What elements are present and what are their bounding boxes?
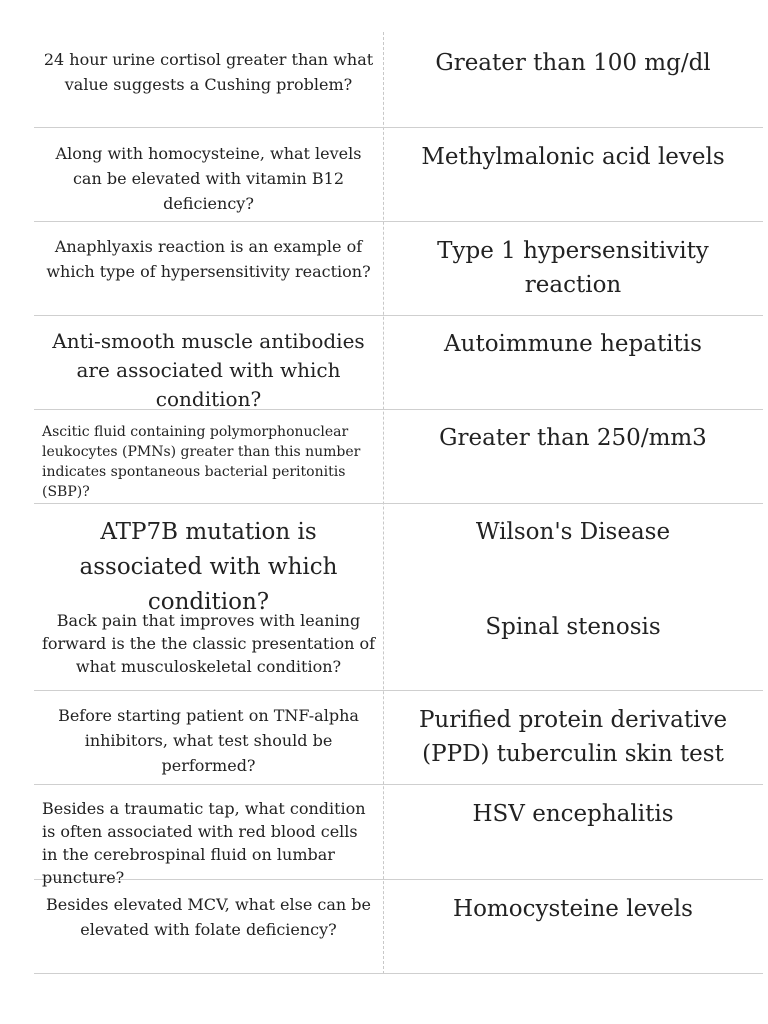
- answer-text: Homocysteine levels: [453, 896, 693, 922]
- question-text: Back pain that improves with leaning forward is the the classic presentation of what musculoskeletal condition?: [41, 611, 376, 676]
- question-text: Along with homocysteine, what levels can be elevated with vitamin B12 deficiency?: [55, 144, 362, 213]
- question-text: Anti-smooth muscle antibodies are associated with which condition?: [52, 329, 365, 411]
- flashcard-row: [34, 880, 763, 974]
- flashcard-row: [34, 410, 763, 504]
- answer-text: Type 1 hypersensitivity reaction: [437, 238, 709, 298]
- answer-text: Greater than 100 mg/dl: [435, 50, 711, 76]
- flashcard-row: [34, 598, 763, 691]
- answer-text: Purified protein derivative (PPD) tuberculin skin test: [418, 707, 728, 767]
- flashcard-row: [34, 128, 763, 222]
- question-text: ATP7B mutation is associated with which condition?: [79, 519, 338, 615]
- flashcard-row: [34, 504, 763, 615]
- question-text: Besides a traumatic tap, what condition is often associated with red blood cells in the cerebrospinal fluid on lumbar puncture?: [42, 799, 366, 887]
- flashcard-row: [34, 32, 763, 128]
- question-text: Before starting patient on TNF-alpha inhibitors, what test should be performed?: [58, 706, 359, 775]
- answer-text: Greater than 250/mm3: [439, 425, 707, 451]
- question-text: 24 hour urine cortisol greater than what value suggests a Cushing problem?: [43, 50, 374, 94]
- flashcard-row: [34, 691, 763, 785]
- answer-text: Autoimmune hepatitis: [444, 331, 702, 357]
- flashcard-row: [34, 222, 763, 316]
- answer-text: Wilson's Disease: [475, 519, 671, 545]
- question-text: Ascitic fluid containing polymorphonuclear leukocytes (PMNs) greater than this number indicates spontaneous bacterial peritonitis (SBP)?: [42, 424, 361, 500]
- flashcard-row: [34, 316, 763, 410]
- answer-text: HSV encephalitis: [472, 801, 674, 827]
- answer-text: Spinal stenosis: [485, 614, 661, 640]
- flashcard-row: [34, 785, 763, 887]
- question-text: Anaphlyaxis reaction is an example of which type of hypersensitivity reaction?: [46, 237, 371, 281]
- question-text: Besides elevated MCV, what else can be elevated with folate deficiency?: [46, 895, 371, 939]
- answer-text: Methylmalonic acid levels: [421, 144, 725, 170]
